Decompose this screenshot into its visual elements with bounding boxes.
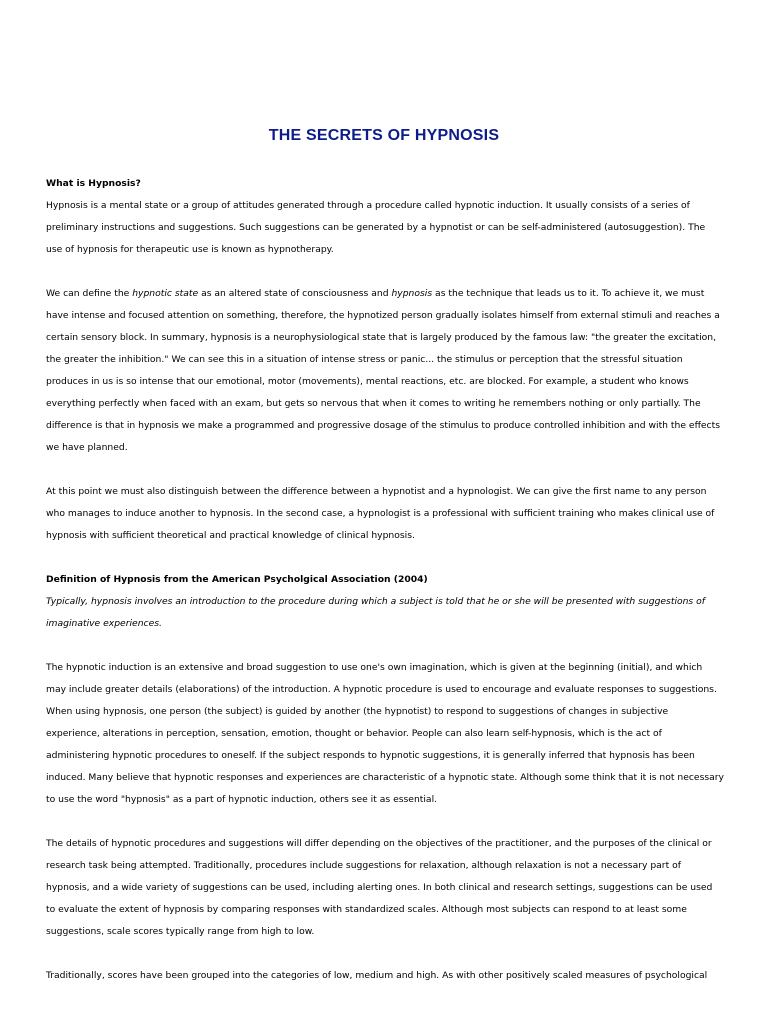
paragraph-definition-emphasis-hypnosis: hypnosis [391, 288, 433, 299]
document-title: THE SECRETS OF HYPNOSIS [268, 127, 500, 144]
apa-quote-text: Typically, hypnosis involves an introduction to the procedure during which a subject is told that he or she will be presented with suggestions of imaginative experiences. [46, 596, 705, 629]
section-heading-what-is-hypnosis: What is Hypnosis? [46, 178, 141, 189]
paragraph-definition-part-a: We can define the [46, 288, 133, 299]
paragraph-definition-part-c: as the technique that leads us to it. To achieve it, we must have intense and focused attention on something, therefore, the hypnotized person gradually isolates himself from external stimuli and reaches a certain sensory block. In summary, hypnosis is a neurophysiological state that is largely produced by the famous law: "the greater the excitation, the greater the inhibition." We can see this in a situation of intense stress or panic... the stimulus or perception that the stressful situation produces in us is so intense that our emotional, motor (movements), mental reactions, etc. are blocked. For example, a student who knows everything perfectly when faced with an exam, but gets so nervous that when it comes to writing he remembers nothing or only partially. The difference is that in hypnosis we make a programmed and progressive dosage of the stimulus to produce controlled inhibition and with the effects we have planned. [46, 288, 720, 453]
section-heading-apa-definition: Definition of Hypnosis from the American Psycholgical Association (2004) [46, 574, 428, 585]
paragraph-hypnotist-vs-hypnologist: At this point we must also distinguish between the difference between a hypnotist and a hypnologist. We can give the first name to any person who manages to induce another to hypnosis. In the second case, a hypnologist is a professional with sufficient training who makes clinical use of hypnosis with sufficient theoretical and practical knowledge of clinical hypnosis. [46, 486, 715, 541]
paragraph-hypnotic-induction: The hypnotic induction is an extensive and broad suggestion to use one's own imagination, which is given at the beginning (initial), and which may include greater details (elaborations) of the introduction. A hypnotic procedure is used to encourage and evaluate responses to suggestions. When using hypnosis, one person (the subject) is guided by another (the hypnotist) to respond to suggestions of changes in subjective experience, alterations in perception, sensation, emotion, thought or behavior. People can also learn self-hypnosis, which is the act of administering hypnotic procedures to oneself. If the subject responds to hypnotic suggestions, it is generally inferred that hypnosis has been induced. Many believe that hypnotic responses and experiences are characteristic of a hypnotic state. Although some think that it is not necessary to use the word "hypnosis" as a part of hypnotic induction, others see it as essential. [46, 662, 724, 805]
paragraph-intro: Hypnosis is a mental state or a group of attitudes generated through a procedure called hypnotic induction. It usually consists of a series of preliminary instructions and suggestions. Such suggestions can be generated by a hypnotist or can be self-administered (autosuggestion). The use of hypnosis for therapeutic use is known as hypnotherapy. [46, 200, 706, 255]
document-body [46, 173, 724, 987]
paragraph-procedures: The details of hypnotic procedures and suggestions will differ depending on the objectives of the practitioner, and the purposes of the clinical or research task being attempted. Traditionally, procedures include suggestions for relaxation, although relaxation is not a necessary part of hypnosis, and a wide variety of suggestions can be used, including alerting ones. In both clinical and research settings, suggestions can be used to evaluate the extent of hypnosis by comparing responses with standardized scales. Although most subjects can respond to at least some suggestions, scale scores typically range from high to low. [46, 838, 713, 937]
paragraph-definition-emphasis-hypnotic-state: hypnotic state [132, 288, 199, 299]
paragraph-definition-part-b: as an altered state of consciousness and [198, 288, 392, 299]
paragraph-apa-quote [46, 591, 724, 635]
paragraph-scores: Traditionally, scores have been grouped into the categories of low, medium and high. As with other positively scaled measures of psychological [46, 970, 708, 981]
paragraph-definition [46, 283, 724, 459]
